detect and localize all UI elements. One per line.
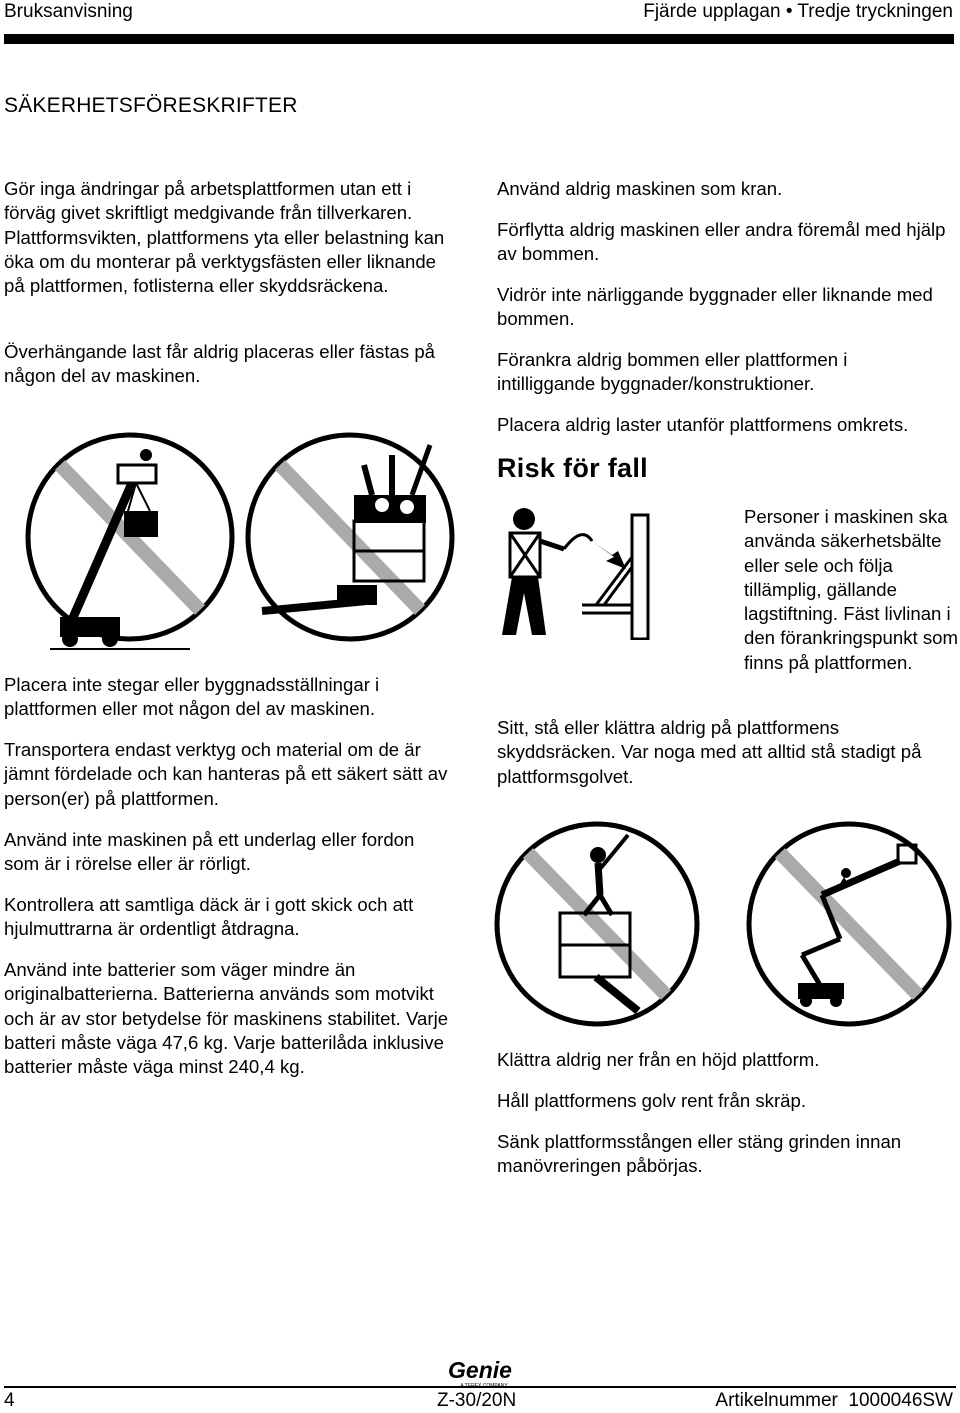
left-paragraph-5: Använd inte maskinen på ett underlag eller fordon som är i rörelse eller är rörligt. — [4, 829, 415, 875]
risk-title: Risk för fall — [497, 453, 648, 483]
right-paragraph-9: Sänk plattformsstången eller stäng grinden innan manövreringen påbörjas. — [497, 1131, 902, 1177]
section-title: SÄKERHETSFÖRESKRIFTER — [4, 94, 298, 117]
footer-rule — [4, 1386, 956, 1388]
right-paragraph-4: Förankra aldrig bommen eller plattformen i intilliggande byggnader/konstruktioner. — [497, 349, 848, 395]
genie-logo — [436, 1356, 526, 1390]
no-climbing-boom-illustration — [740, 815, 958, 1033]
left-paragraph-7: Använd inte batterier som väger mindre än originalbatterierna. Batterierna används som motvikt och är av stor betydelse för maskinens stabilitet. Varje batteri måste väga 47,6 kg. Varje batterilåda inklusive batterier måste väga minst 240,4 kg. — [4, 959, 449, 1078]
no-hanging-load-illustration — [20, 425, 240, 655]
left-paragraph-6: Kontrollera att samtliga däck är i gott skick och att hjulmuttrarna är ordentligt åtdragna. — [4, 894, 414, 940]
page-number: 4 — [4, 1390, 15, 1411]
right-paragraph-6: Sitt, stå eller klättra aldrig på plattformens skyddsräcken. Var noga med att alltid stå stadigt på plattformsgolvet. — [497, 717, 922, 787]
left-paragraph-1: Gör inga ändringar på arbetsplattformen utan ett i förväg givet skriftligt medgivande från tillverkaren. Plattformsvikten, plattformens yta eller belastning kan öka om du monterar på verktygsfästen eller liknande på plattformen, fotlisterna eller skyddsräckena. — [4, 178, 445, 297]
right-paragraph-5: Placera aldrig laster utanför plattformens omkrets. — [497, 414, 909, 435]
no-climbing-rails-illustration — [488, 815, 706, 1033]
no-overload-illustration — [242, 425, 464, 655]
right-paragraph-3: Vidrör inte närliggande byggnader eller liknande med bommen. — [497, 284, 933, 330]
part-number: Artikelnummer 1000046SW — [715, 1390, 953, 1411]
header-right: Fjärde upplagan • Tredje tryckningen — [643, 1, 953, 22]
harness-lifeline-illustration — [492, 505, 672, 640]
left-paragraph-2: Överhängande last får aldrig placeras eller fästas på någon del av maskinen. — [4, 341, 435, 387]
right-paragraph-1: Använd aldrig maskinen som kran. — [497, 178, 783, 199]
genie-logo-text: Genie — [448, 1357, 512, 1383]
model-number: Z-30/20N — [437, 1390, 517, 1411]
left-paragraph-4: Transportera endast verktyg och material om de är jämnt fördelade och kan hanteras på ett säkert sätt av person(er) på plattformen. — [4, 739, 448, 809]
right-paragraph-2: Förflytta aldrig maskinen eller andra föremål med hjälp av bommen. — [497, 219, 946, 265]
header-left: Bruksanvisning — [4, 1, 133, 22]
harness-text: Personer i maskinen ska använda säkerhetsbälte eller sele och följa tillämplig, gällande lagstiftning. Fäst livlinan i den förankringspunkt som finns på plattformen. — [744, 506, 958, 673]
right-paragraph-8: Håll plattformens golv rent från skräp. — [497, 1090, 806, 1111]
left-paragraph-3: Placera inte stegar eller byggnadsställningar i plattformen eller mot någon del av maskinen. — [4, 674, 380, 720]
header-rule — [4, 34, 954, 44]
right-paragraph-7: Klättra aldrig ner från en höjd plattform. — [497, 1049, 820, 1070]
